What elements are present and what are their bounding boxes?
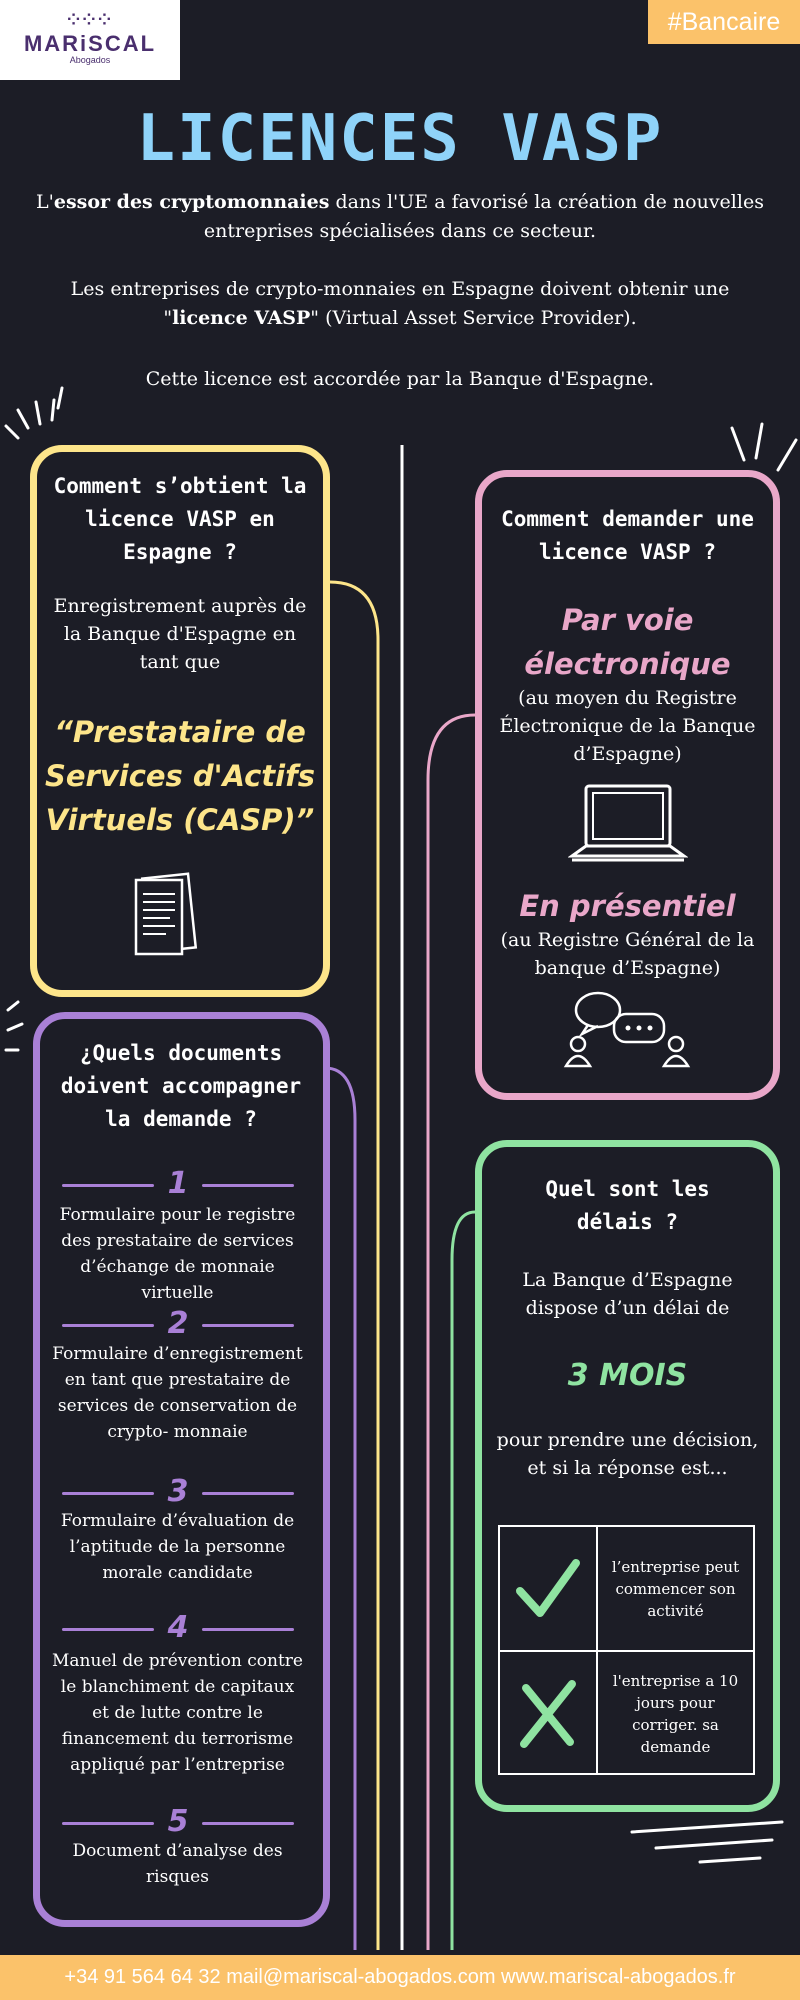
delays-question: Quel sont les délais ? bbox=[545, 1177, 710, 1234]
logo-subtitle: Abogados bbox=[69, 55, 111, 65]
laptop-icon bbox=[568, 782, 688, 868]
request-option-inperson: En présentiel bbox=[519, 889, 736, 923]
document-number-2 bbox=[62, 1306, 294, 1341]
intro-text: Les entreprises de crypto-monnaies en Espagne doivent obtenir une " bbox=[70, 278, 730, 329]
category-tag: #Bancaire bbox=[648, 0, 800, 44]
request-option-electronic-text: (au moyen du Registre Électronique de la Banque d’Espagne) bbox=[499, 687, 756, 765]
page-title: LICENCES VASP bbox=[136, 102, 664, 176]
obtain-text: Enregistrement auprès de la Banque d'Espagne en tant que bbox=[53, 595, 307, 673]
intro-paragraph-1 bbox=[30, 188, 770, 246]
intro-paragraph-3: Cette licence est accordée par la Banque d'Espagne. bbox=[145, 368, 655, 390]
footer-contact[interactable]: +34 91 564 64 32 mail@mariscal-abogados.com www.mariscal-abogados.fr bbox=[0, 1955, 800, 2000]
outcome-row bbox=[500, 1650, 753, 1775]
check-icon bbox=[500, 1527, 598, 1650]
document-number-5 bbox=[62, 1804, 294, 1839]
logo-name: MARiSCAL bbox=[23, 31, 157, 56]
delays-highlight: 3 MOIS bbox=[567, 1358, 688, 1393]
document-item-1: Formulaire pour le registre des prestataire de services d’échange de monnaie virtuelle bbox=[59, 1205, 296, 1303]
obtain-question: Comment s’obtient la licence VASP en Espagne ? bbox=[53, 474, 307, 564]
intro-text: L' bbox=[36, 191, 54, 213]
document-number-3 bbox=[62, 1474, 294, 1509]
documents-card bbox=[33, 1012, 330, 1927]
request-option-inperson-text: (au Registre Général de la banque d’Espagne) bbox=[500, 929, 755, 979]
number-label: 5 bbox=[167, 1804, 189, 1839]
outcome-row bbox=[500, 1527, 753, 1650]
document-number-4 bbox=[62, 1610, 294, 1645]
intro-paragraph-2 bbox=[30, 275, 770, 333]
logo[interactable] bbox=[0, 0, 180, 80]
document-item-5: Document d’analyse des risques bbox=[72, 1841, 283, 1887]
number-label: 3 bbox=[167, 1474, 189, 1509]
logo-mark-icon: ⁘⁘⁘ bbox=[66, 10, 114, 29]
delays-text-1: La Banque d’Espagne dispose d’un délai de bbox=[522, 1269, 733, 1319]
number-label: 2 bbox=[167, 1306, 189, 1341]
cross-icon bbox=[500, 1652, 598, 1775]
intro-text: " (Virtual Asset Service Provider). bbox=[310, 307, 637, 329]
document-item-4: Manuel de prévention contre le blanchiment de capitaux et de lutte contre le financement du terrorisme appliqué par l’entreprise bbox=[52, 1651, 303, 1775]
outcome-table bbox=[498, 1525, 755, 1775]
document-number-1 bbox=[62, 1166, 294, 1201]
obtain-highlight: “Prestataire de Services d'Actifs Virtuels (CASP)” bbox=[45, 715, 315, 837]
intro-bold: essor des cryptomonnaies bbox=[53, 191, 330, 213]
outcome-text: l'entreprise a 10 jours pour corriger. sa demande bbox=[612, 1671, 739, 1756]
documents-icon bbox=[128, 870, 204, 960]
intro-bold: licence VASP bbox=[172, 307, 311, 329]
outcome-text: l’entreprise peut commencer son activité bbox=[611, 1557, 740, 1620]
request-option-electronic: Par voie électronique bbox=[524, 603, 731, 681]
number-label: 4 bbox=[167, 1610, 189, 1645]
delays-text-2: pour prendre une décision, et si la réponse est... bbox=[496, 1429, 759, 1479]
document-item-3: Formulaire d’évaluation de l’aptitude de la personne morale candidate bbox=[60, 1511, 295, 1583]
conversation-icon bbox=[558, 988, 698, 1068]
documents-question: ¿Quels documents doivent accompagner la demande ? bbox=[60, 1041, 302, 1131]
intro-text: dans l'UE a favorisé la création de nouvelles entreprises spécialisées dans ce secteur. bbox=[203, 191, 764, 242]
number-label: 1 bbox=[167, 1166, 189, 1201]
request-question: Comment demander une licence VASP ? bbox=[501, 507, 754, 564]
document-item-2: Formulaire d’enregistrement en tant que prestataire de services de conservation de crypto- monnaie bbox=[52, 1344, 303, 1442]
